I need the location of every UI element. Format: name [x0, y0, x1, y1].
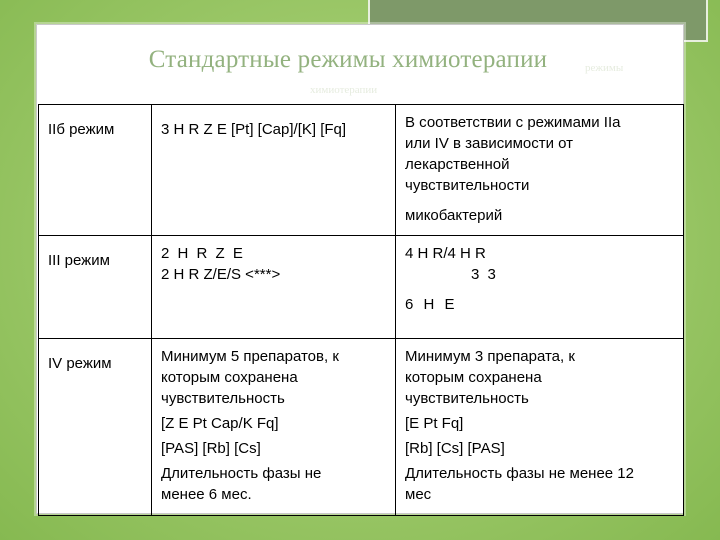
notes-line: 4 H R/4 H R [405, 245, 486, 262]
regimens-table [38, 104, 684, 516]
notes-cell [396, 339, 684, 516]
scheme-line: Минимум 5 препаратов, к [161, 348, 339, 365]
regimen-label: III режим [48, 252, 110, 269]
notes-cell [396, 236, 684, 339]
regimen-cell [39, 236, 152, 339]
scheme-line: 2 H R Z E [161, 245, 245, 262]
notes-line: которым сохранена [405, 369, 542, 386]
notes-line: микобактерий [405, 207, 503, 224]
scheme-line: 2 H R Z/E/S <***> [161, 266, 281, 283]
table-row [39, 339, 684, 516]
table-row [39, 105, 684, 236]
scheme-line: чувствительность [161, 390, 285, 407]
scheme-line: [Z E Pt Cap/K Fq] [161, 415, 279, 432]
notes-line: лекарственной [405, 156, 510, 173]
notes-line: мес [405, 486, 432, 503]
notes-line: 6 H E [405, 296, 458, 313]
regimen-label: IIб режим [48, 121, 115, 138]
title-ghost-text-below: химиотерапии [310, 84, 378, 96]
notes-line: Длительность фазы не менее 12 [405, 465, 634, 482]
scheme-line: [PAS] [Rb] [Cs] [161, 440, 261, 457]
scheme-line: которым сохранена [161, 369, 298, 386]
notes-line: чувствительности [405, 177, 530, 194]
notes-line: Минимум 3 препарата, к [405, 348, 575, 365]
notes-cell [396, 105, 684, 236]
notes-line-subscript: 3 3 [471, 266, 498, 283]
regimen-label: IV режим [48, 355, 112, 372]
notes-line: или IV в зависимости от [405, 135, 574, 152]
notes-line: [Rb] [Cs] [PAS] [405, 440, 505, 457]
slide-title: Стандартные режимы химиотерапии [148, 46, 548, 73]
scheme-cell [152, 105, 396, 236]
title-ghost-text-right: режимы [585, 62, 624, 74]
scheme-line: менее 6 мес. [161, 486, 252, 503]
notes-line: чувствительность [405, 390, 529, 407]
regimen-cell [39, 105, 152, 236]
scheme-line: Длительность фазы не [161, 465, 322, 482]
regimen-cell [39, 339, 152, 516]
notes-line: В соответствии с режимами IIa [405, 114, 621, 131]
scheme-line: 3 H R Z E [Pt] [Cap]/[K] [Fq] [161, 121, 347, 138]
scheme-cell [152, 236, 396, 339]
table-row [39, 236, 684, 339]
notes-line: [E Pt Fq] [405, 415, 464, 432]
scheme-cell [152, 339, 396, 516]
